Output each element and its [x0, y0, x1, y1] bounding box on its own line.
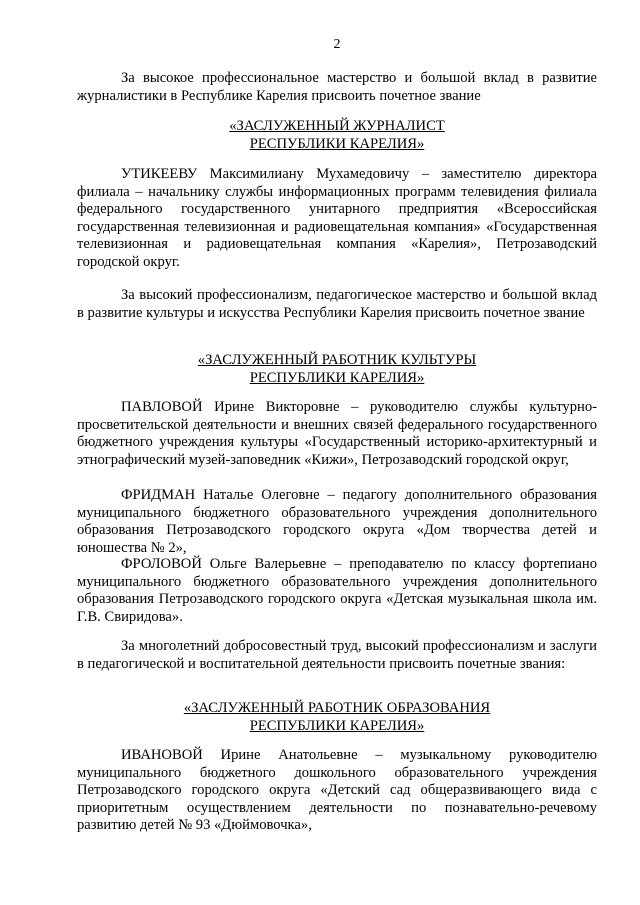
section-education-title	[77, 700, 597, 735]
person-frolova: ФРОЛОВОЙ Ольге Валерьевне – преподавателю по классу фортепиано муниципального бюджетного образовательного учреждения дополнительного образования Петрозаводского городского округа «Детская музыкальная школа им. Г.В. Свиридова».	[77, 556, 597, 625]
section-culture-title	[77, 352, 597, 387]
section-journalist-title	[77, 118, 597, 153]
title-line: РЕСПУБЛИКИ КАРЕЛИЯ»	[249, 135, 425, 152]
person-fridman: ФРИДМАН Наталье Олеговне – педагогу дополнительного образования муниципального бюджетного образовательного учреждения дополнительного образования Петрозаводского городского округа «Дом творчества детей и юношества № 2»,	[77, 487, 597, 556]
title-line: «ЗАСЛУЖЕННЫЙ ЖУРНАЛИСТ	[229, 118, 445, 134]
section-culture-intro: За высокий профессионализм, педагогическое мастерство и большой вклад в развитие культуры и искусства Республики Карелия присвоить почетное звание	[77, 287, 597, 321]
person-utikeev: УТИКЕЕВУ Максимилиану Мухамедовичу – заместителю директора филиала – начальнику службы информационных программ телевидения филиала федерального государственного унитарного предприятия «Всероссийская государственная телевизионная и радиовещательная компания» «Государственная телевизионная и радиовещательная компания «Карелия», Петрозаводский городской округ.	[77, 166, 597, 270]
section-journalist-intro: За высокое профессиональное мастерство и большой вклад в развитие журналистики в Республике Карелия присвоить почетное звание	[77, 70, 597, 104]
title-line: РЕСПУБЛИКИ КАРЕЛИЯ»	[249, 717, 425, 734]
person-ivanova: ИВАНОВОЙ Ирине Анатольевне – музыкальному руководителю муниципального бюджетного дошкольного образовательного учреждения Петрозаводского городского округа «Детский сад общеразвивающего вида с приоритетным осуществлением деятельности по познавательно-речевому развитию детей № 93 «Дюймовочка»,	[77, 747, 597, 834]
page-number: 2	[333, 37, 341, 52]
section-education-intro: За многолетний добросовестный труд, высокий профессионализм и заслуги в педагогической и воспитательной деятельности присвоить почетные звания:	[77, 638, 597, 672]
person-pavlova: ПАВЛОВОЙ Ирине Викторовне – руководителю службы культурно-просветительской деятельности и внешних связей федерального государственного бюджетного учреждения культуры «Государственный историко-архитектурный и этнографический музей-заповедник «Кижи», Петрозаводский городской округ,	[77, 399, 597, 468]
title-line: «ЗАСЛУЖЕННЫЙ РАБОТНИК ОБРАЗОВАНИЯ	[183, 700, 491, 716]
title-line: «ЗАСЛУЖЕННЫЙ РАБОТНИК КУЛЬТУРЫ	[197, 352, 477, 368]
title-line: РЕСПУБЛИКИ КАРЕЛИЯ»	[249, 369, 425, 386]
